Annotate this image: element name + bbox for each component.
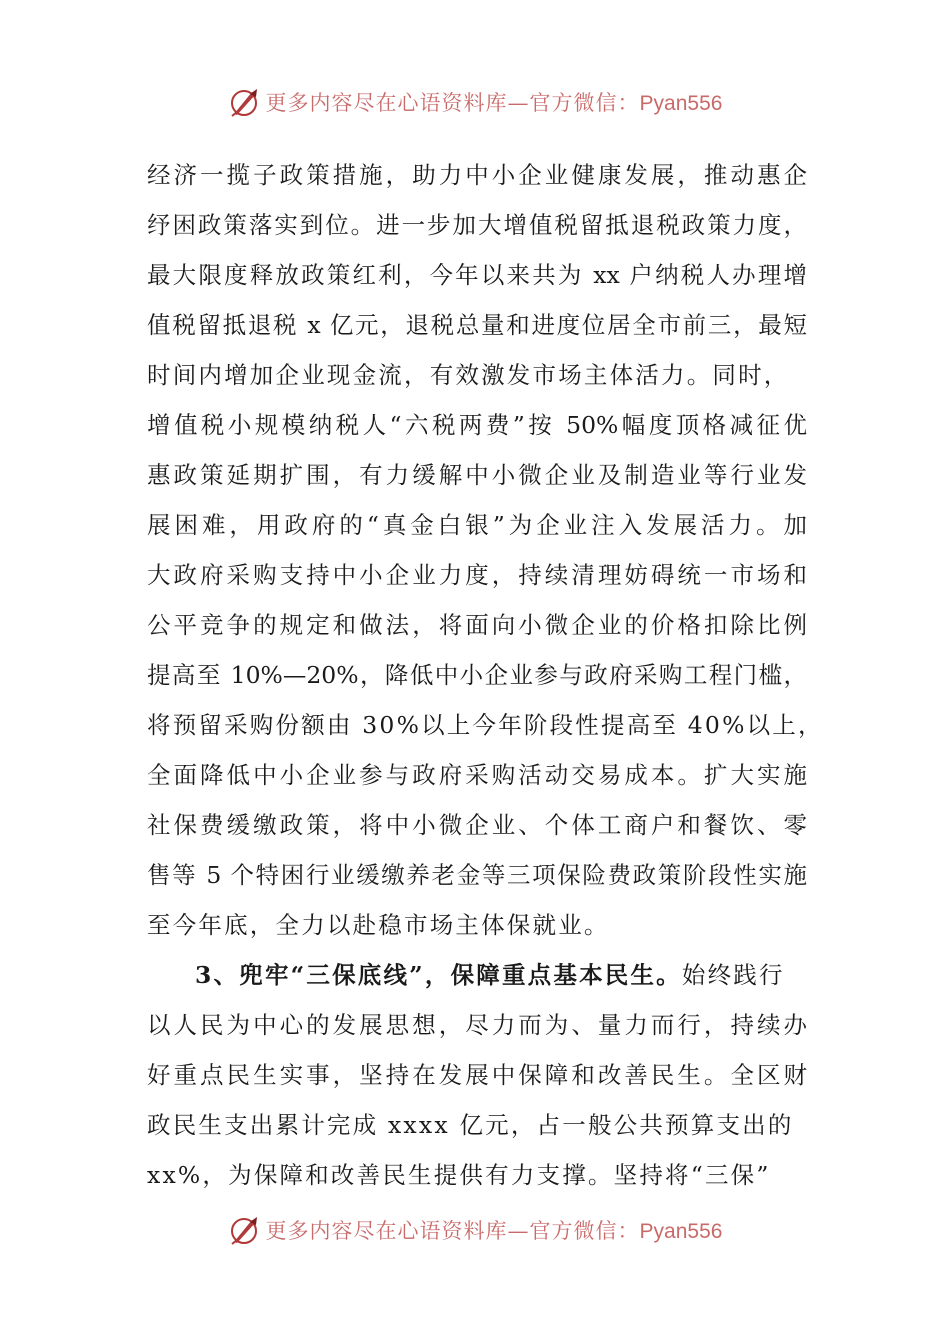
- section-heading-line: [147, 950, 807, 1000]
- text-line: 社保费缓缴政策，将中小微企业、个体工商户和餐饮、零: [147, 811, 807, 839]
- text-line: 纾困政策落实到位。进一步加大增值税留抵退税政策力度，: [147, 211, 807, 239]
- text-line: 至今年底，全力以赴稳市场主体保就业。: [147, 911, 610, 939]
- text-line: xx%，为保障和改善民生提供有力支撑。坚持将“三保”: [147, 1161, 771, 1189]
- watermark-footer: [0, 1210, 950, 1250]
- text-line: 好重点民生实事，坚持在发展中保障和改善民生。全区财: [147, 1061, 807, 1089]
- section-heading: 3、兜牢“三保底线”，保障重点基本民生。: [195, 961, 682, 989]
- text-line: 将预留采购份额由 30%以上今年阶段性提高至 40%以上，: [147, 711, 824, 739]
- text-line: 全面降低中小企业参与政府采购活动交易成本。扩大实施: [147, 761, 807, 789]
- watermark-header: [0, 82, 950, 122]
- text-line: 增值税小规模纳税人“六税两费”按 50%幅度顶格减征优: [147, 411, 807, 439]
- text-line: 展困难，用政府的“真金白银”为企业注入发展活力。加: [147, 511, 807, 539]
- watermark-text: 更多内容尽在心语资料库—官方微信：Pyan556: [265, 91, 723, 115]
- document-body: [147, 150, 824, 1200]
- text-line: 时间内增加企业现金流，有效激发市场主体活力。同时，: [147, 361, 790, 389]
- text-line: 政民生支出累计完成 xxxx 亿元，占一般公共预算支出的: [147, 1111, 794, 1139]
- watermark-text: 更多内容尽在心语资料库—官方微信：Pyan556: [265, 1219, 723, 1243]
- text-line: 公平竞争的规定和做法，将面向小微企业的价格扣除比例: [147, 611, 807, 639]
- text-line: 最大限度释放政策红利，今年以来共为 xx 户纳税人办理增: [147, 261, 807, 289]
- quill-logo-icon: [228, 1214, 260, 1246]
- text-line: 经济一揽子政策措施，助力中小企业健康发展，推动惠企: [147, 161, 807, 189]
- text-line: 大政府采购支持中小企业力度，持续清理妨碍统一市场和: [147, 561, 807, 589]
- text-line: 以人民为中心的发展思想，尽力而为、量力而行，持续办: [147, 1011, 807, 1039]
- text-line-rest: 始终践行: [681, 961, 785, 989]
- text-line: 售等 5 个特困行业缓缴养老金等三项保险费政策阶段性实施: [147, 861, 807, 889]
- quill-logo-icon: [228, 86, 260, 118]
- text-line: 提高至 10%—20%，降低中小企业参与政府采购工程门槛，: [147, 661, 807, 689]
- text-line: 值税留抵退税 x 亿元，退税总量和进度位居全市前三，最短: [147, 311, 807, 339]
- text-line: 惠政策延期扩围，有力缓解中小微企业及制造业等行业发: [147, 461, 807, 489]
